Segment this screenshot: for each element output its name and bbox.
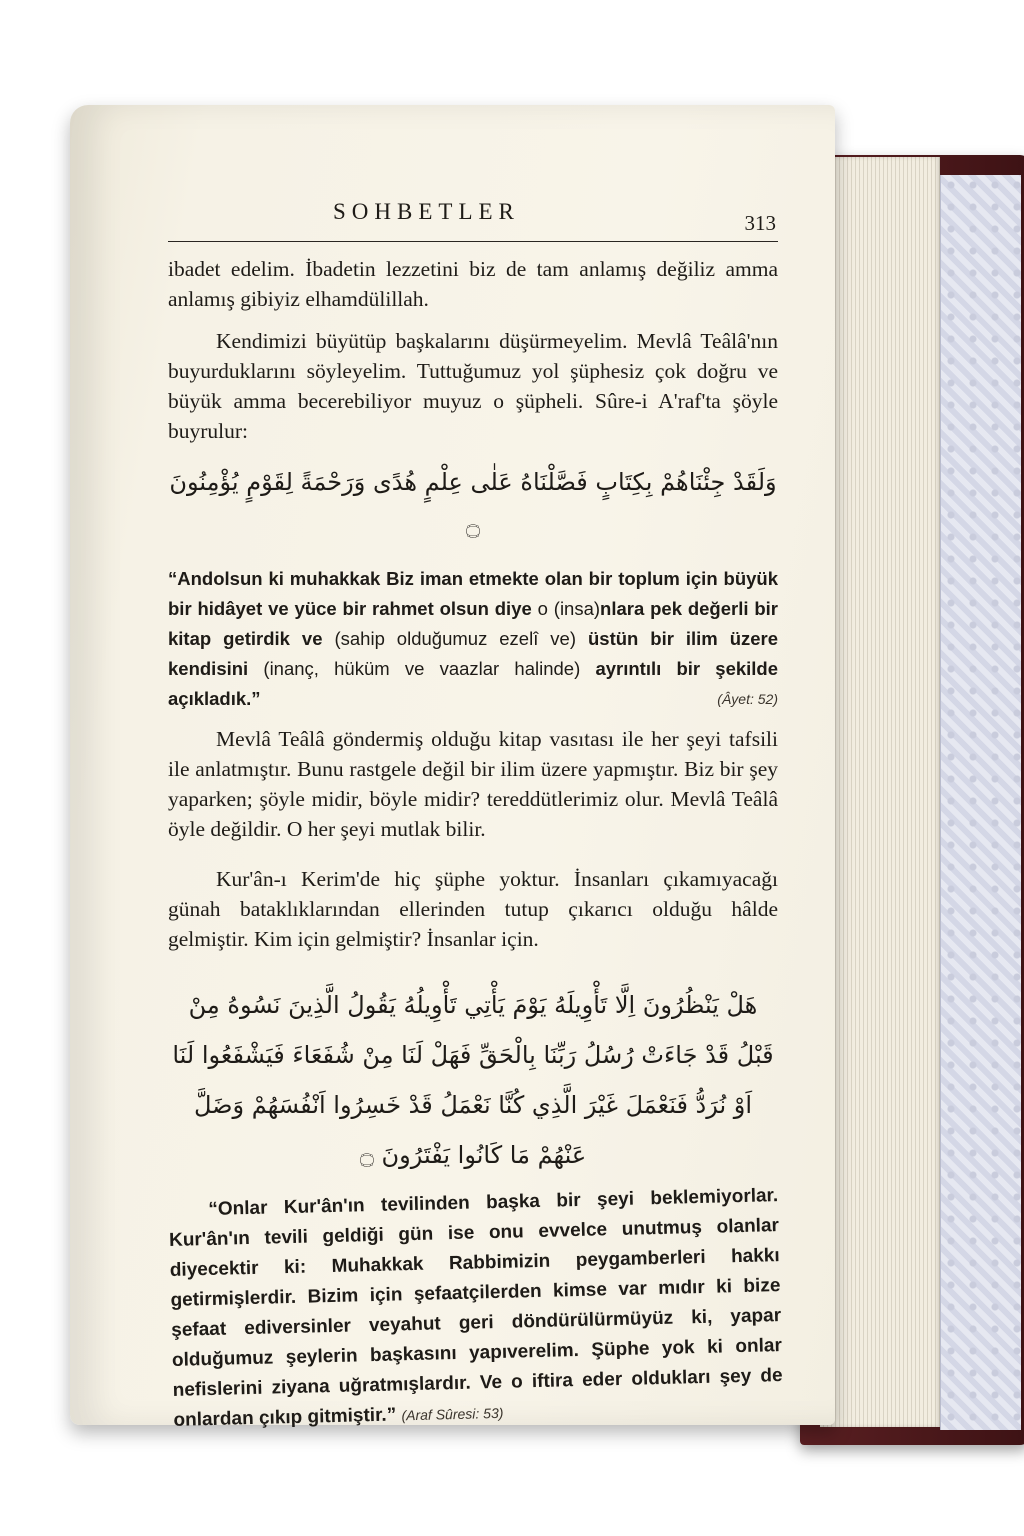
quote-1-part-b: o (insa) [537,598,601,619]
paragraph-1: ibadet edelim. İbadetin lezzetini biz de tam anlamış değiliz amma anlamış gibiyiz elhamdülillah. [168,257,778,311]
paragraph-3: Mevlâ Teâlâ göndermiş olduğu kitap vasıtası ile her şeyi tafsili ile anlatmıştır. Bunu rastgele değil bir ilim üzere yapmıştır. Biz bir şey yaparken; şöyle midir, böyle midir? tereddütlerimiz olur. Mevlâ Teâlâ öyle değildir. O her şeyi mutlak bilir. [168,727,778,841]
book-page [70,105,835,1431]
quote-1 [168,564,778,714]
arabic-verse-1: وَلَقَدْ جِئْنَاهُمْ بِكِتَابٍ فَصَّلْنَاهُ عَلٰى عِلْمٍ هُدًى وَرَحْمَةً لِقَوْمٍ يُؤْمِنُونَ ۝ [169,468,777,540]
quote-1-part-a: “Andolsun ki muhakkak Biz iman etmekte olan bir toplum için büyük bir hidâyet ve yüce bir rahmet olsun diye [168,568,778,619]
paragraph-4: Kur'ân-ı Kerim'de hiç şüphe yoktur. İnsanları çıkamıyacağı günah bataklıklarından ellerinden tutup çıkarıcı olduğu hâlde gelmiştir. Kim için gelmiştir? İnsanlar için. [168,867,778,951]
quote-1-reference: (Âyet: 52) [717,691,778,707]
paragraph-2: Kendimizi büyütüp başkalarını düşürmeyelim. Mevlâ Teâlâ'nın buyurduklarını söyleyelim. Tuttuğumuz yol şüphesiz çok doğru ve büyük amma becerebiliyor muyuz o şüpheli. Sûre-i A'raf'ta şöyle buyrulur: [168,329,778,443]
quote-1-part-c: nlara pek değerli bir kitap getirdik ve [168,598,778,649]
running-header [168,195,778,242]
quote-1-part-g: ayrıntılı bir şekilde açıkladık.” [168,658,779,709]
header-title: SOHBETLER [333,199,520,224]
page-content [168,195,783,1436]
skewed-quote-block [168,1181,784,1436]
page-edges [820,157,940,1427]
book [60,95,975,1435]
quote-1-part-d: (sahip olduğumuz ezelî ve) [334,628,577,649]
page-number: 313 [744,211,776,235]
quote-1-part-f: (inanç, hüküm ve vaazlar halinde) [263,658,581,679]
patterned-endpaper [940,175,1021,1430]
quote-2 [168,1181,784,1436]
quote-2-reference: (Araf Sûresi: 53) [401,1404,504,1424]
arabic-verse-2: هَلْ يَنْظُرُونَ اِلَّا تَأْوِيلَهُ يَوْمَ يَأْتِي تَأْوِيلُهُ يَقُولُ الَّذِينَ نَسُوهُ مِنْ قَبْلُ قَدْ جَاءَتْ رُسُلُ رَبِّنَا بِالْحَقِّ فَهَلْ لَنَا مِنْ شُفَعَاءَ فَيَشْفَعُوا لَنَا اَوْ نُرَدُّ فَنَعْمَلَ غَيْرَ الَّذِي كُنَّا نَعْمَلُ قَدْ خَسِرُوا اَنْفُسَهُمْ وَضَلَّ عَنْهُمْ مَا كَانُوا يَفْتَرُونَ ۝ [172,991,774,1169]
quote-2-text: “Onlar Kur'ân'ın tevilinden başka bir şeyi beklemiyorlar. Kur'ân'ın tevili geldiği gün ise onu evvelce unutmuş olanlar diyecektir ki: Muhakkak Rabbimizin peygamberleri hakkı getirmişlerdir. Bizim için şefaatçilerden kimse var mıdır ki bize şefaat ediversinler veyahut geri döndürülürmüyüz ki, yapar olduğumuz şeylerin başkasını yapıverelim. Şüphe yok ki onlar nefislerini ziyana uğratmışlardır. Ve o iftira eder oldukları şey de onlardan çıkıp gitmiştir.” [168,1185,783,1431]
quote-1-part-e: üstün bir ilim üzere kendisini [168,628,779,679]
